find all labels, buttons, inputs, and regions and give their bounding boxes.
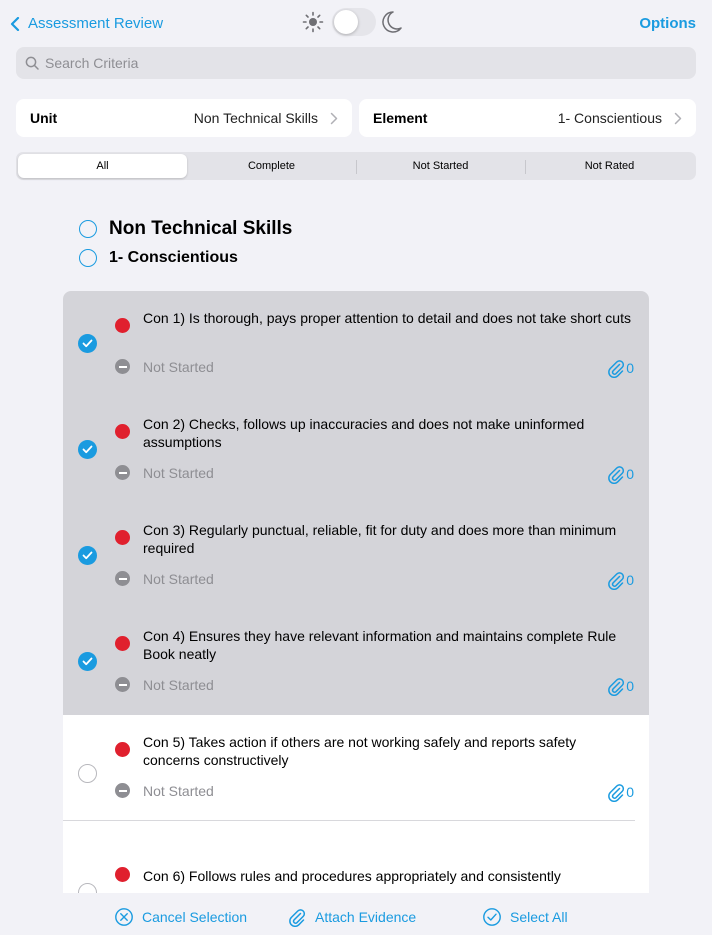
check-circle-icon — [482, 907, 502, 927]
status-text: Not Started — [143, 783, 214, 799]
filter-tab-not-started[interactable]: Not Started — [356, 154, 525, 178]
chevron-right-icon — [674, 112, 682, 125]
select-all-label: Select All — [510, 909, 568, 925]
navigation-bar — [0, 0, 712, 46]
element-heading-text: 1- Conscientious — [109, 249, 238, 266]
attach-evidence-label: Attach Evidence — [315, 909, 417, 925]
attachment-count: 0 — [626, 678, 634, 694]
rating-dot — [115, 424, 130, 439]
criterion-row[interactable] — [63, 291, 649, 397]
criteria-list — [63, 291, 649, 893]
unit-value: Non Technical Skills — [193, 110, 318, 126]
paperclip-icon — [606, 358, 626, 378]
rating-dot — [115, 742, 130, 757]
cancel-selection-button[interactable] — [114, 907, 247, 927]
criterion-row[interactable] — [63, 821, 649, 893]
chevron-right-icon — [330, 112, 338, 125]
paperclip-icon — [606, 782, 626, 802]
checkmark-icon[interactable] — [78, 652, 97, 671]
criterion-row[interactable] — [63, 715, 649, 821]
back-button[interactable] — [10, 15, 163, 32]
dark-mode-toggle[interactable] — [332, 8, 376, 36]
moon-icon — [380, 10, 402, 34]
toggle-knob — [334, 10, 358, 34]
attachment-button[interactable] — [606, 570, 634, 590]
criterion-text: Con 5) Takes action if others are not working safely and reports safety concerns constructively — [143, 734, 577, 768]
paperclip-icon — [287, 907, 307, 927]
unit-picker[interactable] — [16, 99, 352, 137]
minus-circle-icon — [115, 465, 130, 480]
search-icon — [25, 56, 39, 70]
theme-switcher — [302, 8, 402, 36]
filter-tab-complete[interactable]: Complete — [247, 160, 296, 172]
rating-dot — [115, 318, 130, 333]
attachment-count: 0 — [626, 572, 634, 588]
empty-circle-icon[interactable] — [78, 764, 97, 783]
attachment-button[interactable] — [606, 358, 634, 378]
bottom-toolbar — [0, 893, 712, 935]
criterion-row[interactable] — [63, 609, 649, 715]
options-button[interactable]: Options — [639, 15, 696, 32]
element-value: 1- Conscientious — [557, 110, 662, 126]
attachment-button[interactable] — [606, 676, 634, 696]
status-text: Not Started — [143, 677, 214, 693]
checkmark-icon[interactable] — [78, 440, 97, 459]
paperclip-icon — [606, 570, 626, 590]
criterion-text: Con 2) Checks, follows up inaccuracies and does not make uninformed assumptions — [143, 416, 585, 450]
criterion-text: Con 6) Follows rules and procedures appropriately and consistently — [143, 868, 561, 884]
criterion-row[interactable] — [63, 397, 649, 503]
search-input[interactable] — [45, 55, 645, 71]
element-select-circle[interactable] — [79, 249, 97, 267]
unit-heading — [79, 218, 292, 240]
cancel-selection-label: Cancel Selection — [142, 909, 248, 925]
search-bar[interactable] — [16, 47, 696, 79]
attachment-count: 0 — [626, 466, 634, 482]
minus-circle-icon — [115, 571, 130, 586]
chevron-left-icon — [10, 17, 20, 31]
unit-label: Unit — [30, 110, 58, 126]
rating-dot — [115, 636, 130, 651]
status-text: Not Started — [143, 571, 214, 587]
criterion-text: Con 1) Is thorough, pays proper attention to detail and does not take short cuts — [143, 310, 631, 326]
minus-circle-icon — [115, 359, 130, 374]
checkmark-icon[interactable] — [78, 546, 97, 565]
element-label: Element — [373, 110, 428, 126]
attachment-count: 0 — [626, 360, 634, 376]
filter-tab-not-rated[interactable]: Not Rated — [525, 154, 694, 178]
status-text: Not Started — [143, 359, 214, 375]
criterion-text: Con 3) Regularly punctual, reliable, fit for duty and does more than minimum required — [143, 522, 617, 556]
minus-circle-icon — [115, 783, 130, 798]
unit-select-circle[interactable] — [79, 220, 97, 238]
back-label: Assessment Review — [28, 15, 164, 32]
select-all-button[interactable] — [482, 907, 568, 927]
filter-tab-all[interactable]: All — [18, 154, 187, 178]
element-picker[interactable] — [359, 99, 696, 137]
attachment-count: 0 — [626, 784, 634, 800]
paperclip-icon — [606, 676, 626, 696]
attach-evidence-button[interactable] — [287, 907, 416, 927]
minus-circle-icon — [115, 677, 130, 692]
element-heading — [79, 249, 238, 267]
criterion-row[interactable] — [63, 503, 649, 609]
empty-circle-icon[interactable] — [78, 883, 97, 893]
rating-dot — [115, 530, 130, 545]
attachment-button[interactable] — [606, 464, 634, 484]
attachment-button[interactable] — [606, 782, 634, 802]
filter-segmented-control — [16, 152, 696, 180]
rating-dot — [115, 867, 130, 882]
unit-heading-text: Non Technical Skills — [109, 218, 293, 239]
checkmark-icon[interactable] — [78, 334, 97, 353]
status-text: Not Started — [143, 465, 214, 481]
criterion-text: Con 4) Ensures they have relevant information and maintains complete Rule Book neatly — [143, 628, 617, 662]
paperclip-icon — [606, 464, 626, 484]
cancel-circle-icon — [114, 907, 134, 927]
sun-icon — [302, 11, 324, 33]
